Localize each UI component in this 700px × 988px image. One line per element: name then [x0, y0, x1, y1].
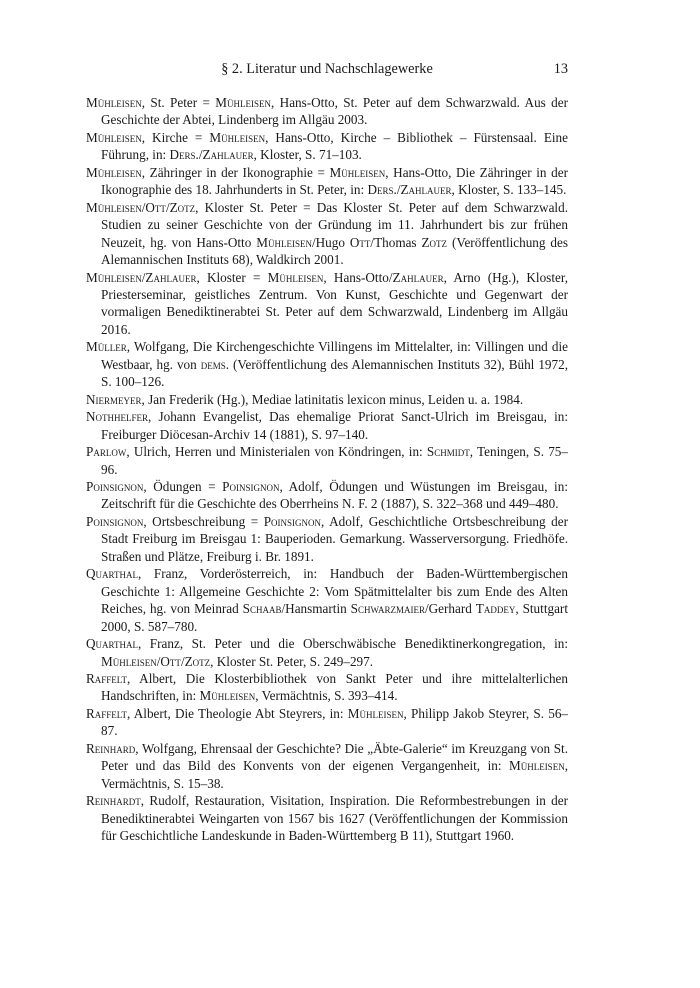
author-name: Ders.: [367, 182, 397, 198]
entry-text: /: [141, 199, 146, 215]
author-name: Ott: [349, 234, 371, 250]
entry-text: /Hugo: [311, 234, 350, 250]
author-name: Mühleisen: [267, 269, 324, 285]
author-name: Quarthal: [86, 636, 138, 652]
entry-text: , Wolfgang, Ehrensaal der Geschichte? Die „Äbte-Galerie“ im Kreuzgang von St. Peter und das Bild des Konvents von der eigenen Vergangenheit, in:: [101, 740, 568, 774]
author-name: Ott: [160, 653, 181, 669]
author-name: Schaab: [242, 601, 282, 617]
author-name: Mühleisen: [329, 164, 386, 180]
entry-text: , Hans-Otto, Die Zähringer in der Ikonographie des 18. Jahrhunderts in St. Peter, in:: [101, 164, 568, 198]
entry-text: , Kloster, S. 133–145.: [451, 182, 567, 198]
entry-text: , St. Peter =: [141, 95, 216, 110]
author-name: Ott: [145, 199, 166, 215]
bibliography-entry: [86, 391, 568, 408]
author-name: Reinhard: [86, 740, 136, 756]
author-name: Mühleisen: [86, 164, 142, 180]
entry-text: , Philipp Jakob Steyrer, S. 56–87.: [101, 705, 569, 739]
bibliography-entry: [86, 199, 568, 269]
entry-text: , Kirche =: [141, 129, 210, 145]
bibliography-list: [86, 94, 568, 844]
entry-text: , Arno (Hg.), Kloster, Priesterseminar, geistliches Zentrum. Von Kunst, Geschichte und Gegenwart der vormaligen Benediktinerabtei St. Peter auf dem Schwarzwald, Lindenberg im Allgäu 2016.: [101, 269, 568, 337]
entry-text: (Veröffentlichung des Alemannischen Instituts 32), Bühl 1972, S. 100–126.: [101, 356, 568, 390]
author-name: Nothhelfer: [86, 409, 149, 425]
author-name: Zahlauer: [202, 147, 254, 163]
entry-text: , Zähringer in der Ikonographie =: [141, 164, 330, 180]
bibliography-entry: [86, 705, 568, 740]
entry-text: , Jan Frederik (Hg.), Mediae latinitatis lexicon minus, Leiden u. a. 1984.: [141, 391, 524, 407]
bibliography-entry: [86, 565, 568, 635]
author-name: Poinsignon: [86, 478, 144, 494]
bibliography-entry: [86, 443, 568, 478]
entry-text: , Kloster St. Peter = Das Kloster St. Peter auf dem Schwarzwald. Studien zu seiner Geschichte von der Gründung im 11. Jahrhundert bis zur frühen Neuzeit, hg. von Hans-Otto: [101, 199, 568, 250]
author-name: Zahlauer: [400, 182, 452, 198]
entry-text: , Franz, Vorderösterreich, in: Handbuch der Baden-Württembergischen Geschichte 1: Allgemeine Geschichte 2: Vom Spätmittelalter bis zum Ende des Alten Reiches, hg. von Meinrad: [101, 566, 568, 617]
author-name: Zotz: [169, 199, 196, 215]
author-name: Mühleisen: [199, 688, 256, 704]
author-name: Taddey: [475, 601, 516, 617]
entry-text: , Hans-Otto, St. Peter auf dem Schwarzwald. Aus der Geschichte der Abtei, Lindenberg im Allgäu 2003.: [101, 95, 568, 128]
author-name: Zahlauer: [145, 269, 197, 285]
author-name: Mühleisen: [86, 269, 142, 285]
entry-text: , Vermächtnis, S. 15–38.: [101, 758, 568, 791]
entry-text: , Kloster =: [196, 269, 268, 285]
author-name: Niermeyer: [86, 391, 142, 407]
entry-text: , Stuttgart 2000, S. 587–780.: [101, 601, 568, 634]
running-head: § 2. Literatur und Nachschlagewerke: [221, 61, 433, 77]
entry-text: , Johann Evangelist, Das ehemalige Priorat Sanct-Ulrich im Breisgau, in: Freiburger Diöcesan-Archiv 14 (1881), S. 97–140.: [101, 409, 568, 442]
entry-text: , Hans-Otto/: [323, 269, 393, 285]
page-header: [86, 61, 568, 81]
bibliography-entry: [86, 408, 568, 443]
entry-text: , Vermächtnis, S. 393–414.: [255, 688, 398, 704]
author-name: Mühleisen: [101, 653, 157, 669]
entry-text: , Wolfgang, Die Kirchengeschichte Villingens im Mittelalter, in: Villingen und die Westbaar, hg. von: [101, 339, 568, 372]
author-name: Quarthal: [86, 566, 138, 582]
entry-text: , Ulrich, Herren und Ministerialen von Köndringen, in:: [126, 444, 427, 460]
entry-text: , Franz, St. Peter und die Oberschwäbische Benediktinerkongregation, in:: [137, 636, 568, 652]
author-name: Poinsignon: [263, 513, 322, 529]
author-name: Poinsignon: [86, 513, 144, 529]
author-name: Mühleisen: [508, 758, 565, 774]
entry-text: /Hansmartin: [281, 601, 351, 617]
author-name: Raffelt: [86, 705, 127, 721]
author-name: Ders.: [169, 147, 199, 163]
author-name: Schmidt: [426, 444, 470, 460]
entry-text: /: [396, 182, 401, 198]
bibliography-entry: [86, 338, 568, 390]
entry-text: , Kloster St. Peter, S. 249–297.: [210, 653, 374, 669]
bibliography-entry: [86, 129, 568, 164]
author-name: Mühleisen: [347, 705, 404, 721]
author-name: Mühleisen: [209, 129, 266, 145]
author-name: Zotz: [421, 234, 448, 250]
entry-text: , Albert, Die Theologie Abt Steyrers, in:: [126, 705, 348, 721]
author-name: Mühleisen: [86, 95, 142, 110]
bibliography-entry: [86, 792, 568, 844]
author-name: Mühleisen: [86, 199, 142, 215]
bibliography-entry: [86, 513, 568, 565]
author-name: Müller: [86, 339, 127, 355]
bibliography-entry: [86, 670, 568, 705]
author-name: Mühleisen: [256, 234, 312, 250]
author-name: Zotz: [184, 653, 211, 669]
entry-text: , Kloster, S. 71–103.: [253, 147, 362, 163]
entry-text: /: [180, 653, 185, 669]
entry-text: , Ödungen =: [143, 478, 223, 494]
bibliography-entry: [86, 94, 568, 129]
entry-text: , Hans-Otto, Kirche – Bibliothek – Fürstensaal. Eine Führung, in:: [101, 129, 568, 163]
entry-text: , Teningen, S. 75–96.: [101, 444, 568, 477]
entry-text: , Adolf, Ödungen und Wüstungen im Breisgau, in: Zeitschrift für die Geschichte des Oberrheins N. F. 2 (1887), S. 322–368 und 449–480.: [101, 478, 568, 512]
entry-text: , Rudolf, Restauration, Visitation, Inspiration. Die Reformbestrebungen in der Benediktinerabtei Weingarten von 1567 bis 1627 (Veröffentlichungen der Kommission für Geschichtliche Landeskunde in Baden-Württemberg B 11), Stuttgart 1960.: [101, 793, 568, 844]
bibliography-entry: [86, 269, 568, 339]
bibliography-entry: [86, 635, 568, 670]
entry-text: /: [165, 199, 170, 215]
author-name: dems.: [200, 356, 230, 372]
bibliography-entry: [86, 740, 568, 792]
entry-text: /Gerhard: [424, 601, 476, 617]
author-name: Schwarzmaier: [350, 601, 425, 617]
entry-text: , Ortsbeschreibung =: [143, 513, 264, 529]
author-name: Poinsignon: [222, 478, 280, 494]
author-name: Raffelt: [86, 670, 127, 686]
bibliography-entry: [86, 478, 568, 513]
entry-text: /Thomas: [370, 234, 422, 250]
entry-text: , Albert, Die Klosterbibliothek von Sankt Peter und ihre mittelalterlichen Handschriften, in:: [101, 670, 568, 704]
entry-text: /: [198, 147, 203, 163]
author-name: Zahlauer: [392, 269, 444, 285]
entry-text: /: [141, 269, 146, 285]
entry-text: , Adolf, Geschichtliche Ortsbeschreibung der Stadt Freiburg im Breisgau 1: Bauperioden. Gemarkung. Wasserversorgung. Friedhöfe. Straßen und Plätze, Freiburg i. Br. 1891.: [101, 513, 568, 564]
page-number: 13: [553, 61, 568, 77]
bibliography-entry: [86, 164, 568, 199]
entry-text: /: [156, 653, 161, 669]
author-name: Parlow: [86, 444, 127, 460]
author-name: Mühleisen: [86, 129, 142, 145]
entry-text: (Veröffentlichung des Alemannischen Instituts 68), Waldkirch 2001.: [101, 234, 569, 268]
author-name: Mühleisen: [215, 95, 272, 110]
author-name: Reinhardt: [86, 793, 141, 809]
